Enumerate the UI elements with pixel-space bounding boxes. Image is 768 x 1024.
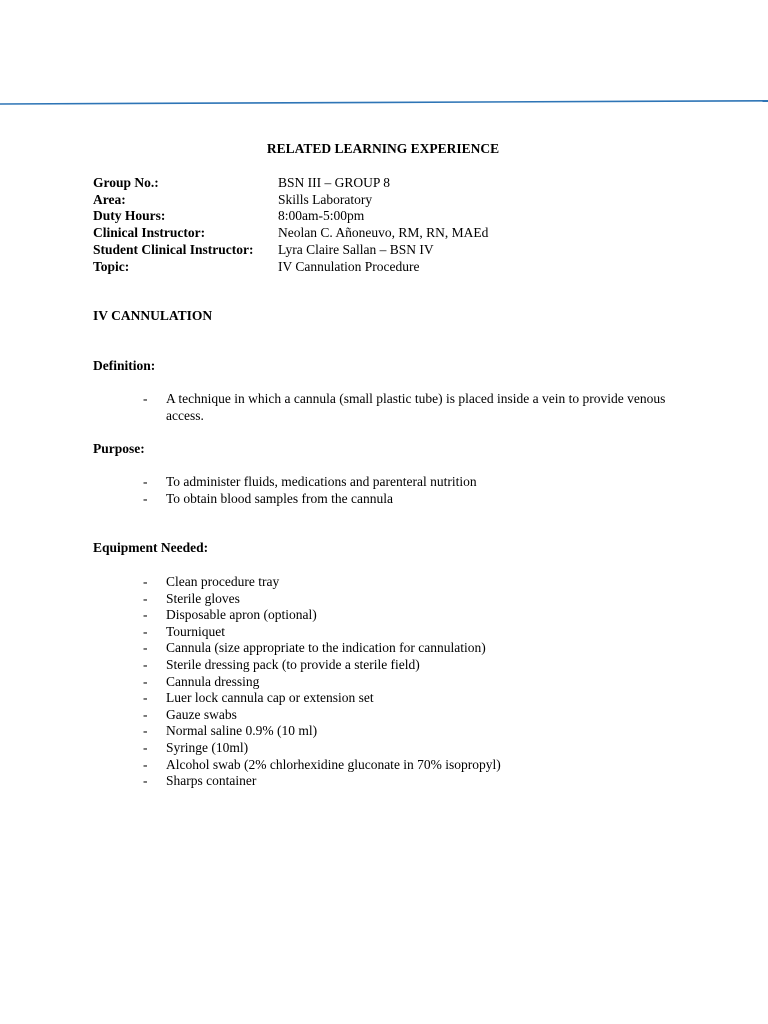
list-item-text: Alcohol swab (2% chlorhexidine gluconate in 70% isopropyl): [166, 756, 501, 772]
list-item: [93, 640, 673, 657]
bullet-dash: -: [143, 756, 148, 772]
list-item-text: A technique in which a cannula (small plastic tube) is placed inside a vein to provide venous access.: [166, 391, 666, 423]
info-value: IV Cannulation Procedure: [278, 258, 420, 274]
list-item: [93, 607, 673, 624]
header-rule: [0, 100, 768, 105]
list-item-text: Normal saline 0.9% (10 ml): [166, 723, 318, 739]
document-title: RELATED LEARNING EXPERIENCE: [266, 141, 500, 156]
section-title: IV CANNULATION: [93, 308, 213, 323]
info-value: 8:00am-5:00pm: [278, 208, 365, 224]
definition-heading: Definition:: [93, 358, 156, 373]
list-item-text: Syringe (10ml): [166, 739, 249, 755]
bullet-dash: -: [143, 474, 148, 489]
list-item-text: Clean procedure tray: [166, 574, 280, 589]
info-row-area: [93, 192, 488, 209]
bullet-dash: -: [143, 739, 148, 755]
definition-list: [93, 391, 673, 424]
bullet-dash: -: [143, 706, 148, 722]
info-row-student-clinical-instructor: [93, 242, 488, 259]
list-item-text: Cannula (size appropriate to the indication for cannulation): [166, 640, 486, 656]
list-item: [93, 391, 673, 424]
list-item: [93, 591, 673, 608]
list-item: [93, 574, 673, 591]
equipment-heading: Equipment Needed:: [93, 540, 209, 555]
info-value: BSN III – GROUP 8: [278, 175, 391, 190]
list-item: [93, 740, 673, 757]
bullet-dash: -: [143, 623, 148, 639]
bullet-dash: -: [143, 773, 148, 789]
list-item: [93, 773, 673, 790]
info-row-group: [93, 175, 488, 192]
info-label: Duty Hours:: [93, 208, 166, 224]
bullet-dash: -: [143, 490, 148, 506]
bullet-dash: -: [143, 690, 148, 706]
header-rule-line: [0, 101, 768, 104]
info-value: Skills Laboratory: [278, 191, 373, 207]
bullet-dash: -: [143, 590, 148, 606]
bullet-dash: -: [143, 656, 148, 672]
info-label: Student Clinical Instructor:: [93, 241, 254, 257]
list-item-text: Cannula dressing: [166, 673, 260, 689]
info-table: [93, 175, 488, 275]
info-label: Topic:: [93, 258, 130, 274]
list-item-text: Tourniquet: [166, 623, 226, 639]
list-item-text: Sterile gloves: [166, 590, 240, 606]
info-value: Neolan C. Añoneuvo, RM, RN, MAEd: [278, 225, 489, 241]
bullet-dash: -: [143, 673, 148, 689]
list-item: [93, 757, 673, 774]
info-row-duty-hours: [93, 208, 488, 225]
list-item: [93, 657, 673, 674]
bullet-dash: -: [143, 640, 148, 656]
list-item-text: Disposable apron (optional): [166, 607, 317, 623]
purpose-list: [93, 474, 673, 507]
bullet-dash: -: [143, 391, 148, 406]
list-item-text: Sharps container: [166, 773, 257, 789]
list-item: [93, 723, 673, 740]
equipment-list: [93, 574, 673, 790]
list-item: [93, 491, 673, 508]
bullet-dash: -: [143, 574, 148, 589]
list-item-text: To obtain blood samples from the cannula: [166, 490, 394, 506]
list-item: [93, 474, 673, 491]
list-item: [93, 674, 673, 691]
list-item: [93, 624, 673, 641]
bullet-dash: -: [143, 723, 148, 739]
list-item-text: To administer fluids, medications and parenteral nutrition: [166, 474, 477, 489]
info-row-topic: [93, 259, 488, 276]
list-item-text: Luer lock cannula cap or extension set: [166, 690, 374, 706]
info-value: Lyra Claire Sallan – BSN IV: [278, 241, 434, 257]
list-item: [93, 690, 673, 707]
info-row-clinical-instructor: [93, 225, 488, 242]
bullet-dash: -: [143, 607, 148, 623]
info-label: Group No.:: [93, 175, 159, 190]
list-item-text: Sterile dressing pack (to provide a sterile field): [166, 656, 420, 672]
purpose-heading: Purpose:: [93, 441, 145, 456]
list-item: [93, 707, 673, 724]
list-item-text: Gauze swabs: [166, 706, 237, 722]
info-label: Clinical Instructor:: [93, 225, 206, 241]
info-label: Area:: [93, 191, 126, 207]
